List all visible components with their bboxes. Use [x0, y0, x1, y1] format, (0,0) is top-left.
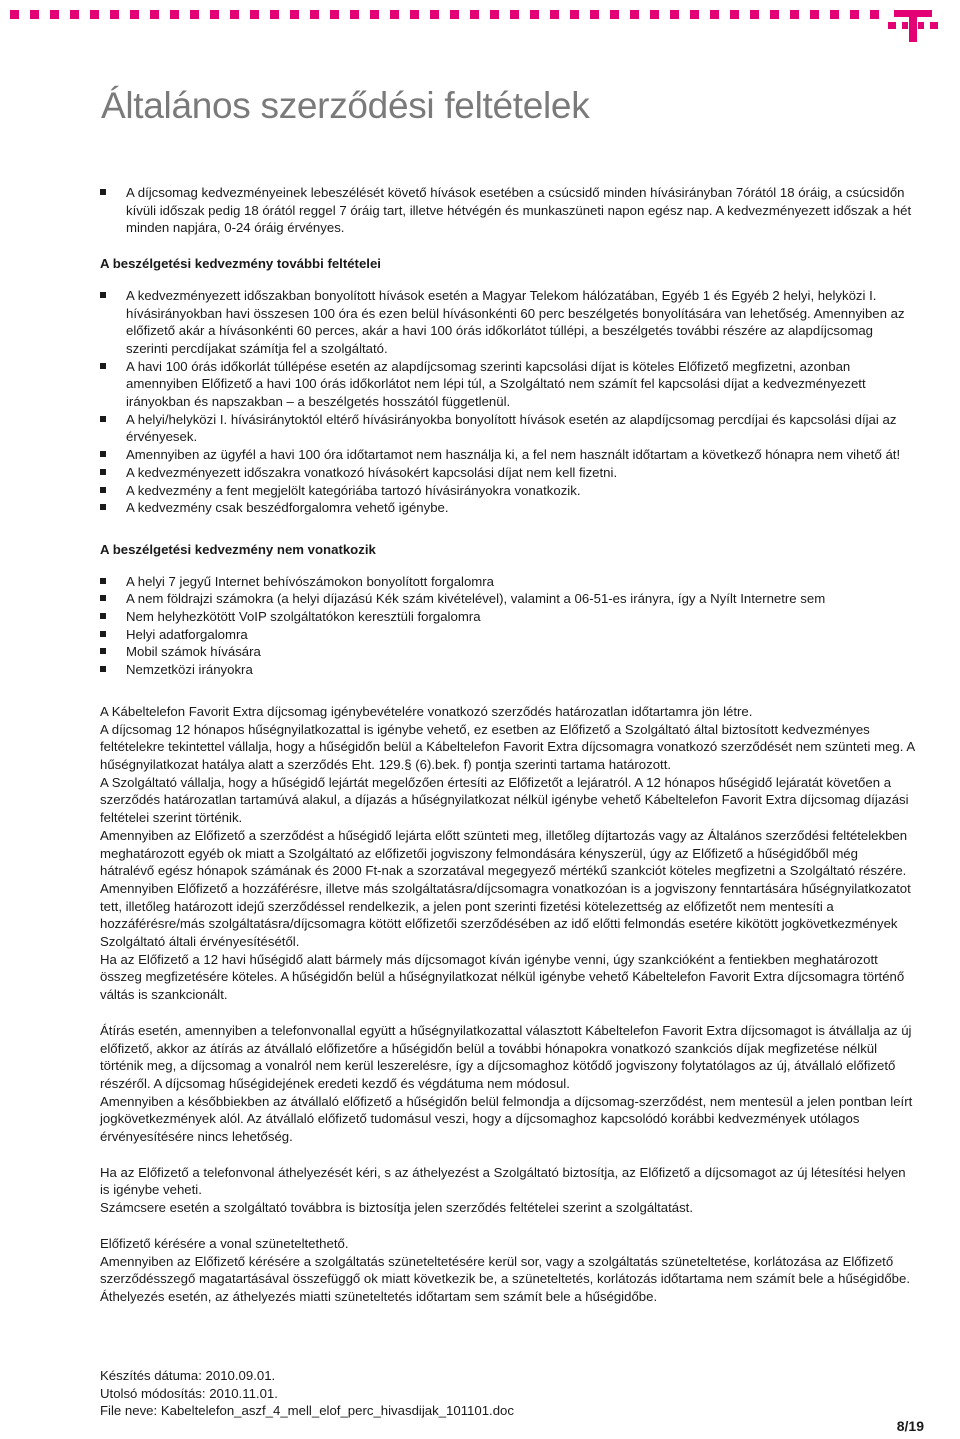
brand-dot [630, 10, 639, 19]
brand-dot [510, 10, 519, 19]
brand-dot [730, 10, 739, 19]
paragraph: Ha az Előfizető a telefonvonal áthelyezését kéri, s az áthelyezést a Szolgáltató biztosítja, az Előfizető a díjcsomagot az új létesítési helyen is igénybe veheti. [100, 1164, 906, 1198]
brand-dot [210, 10, 219, 19]
section-heading-conditions: A beszélgetési kedvezmény további feltételei [100, 256, 381, 272]
exclusion-bullet-item: Nemzetközi irányokra [100, 661, 915, 679]
condition-bullet-item: A kedvezményezett időszakra vonatkozó hívásokért kapcsolási díjat nem kell fizetni. [100, 464, 915, 482]
brand-dot [670, 10, 679, 19]
brand-dot [590, 10, 599, 19]
created-date: Készítés dátuma: 2010.09.01. [100, 1368, 276, 1383]
exclusion-bullet-item: Mobil számok hívására [100, 643, 915, 661]
condition-bullet-item: A helyi/helyközi I. hívásiránytoktól eltérő hívásirányokba bonyolított hívások esetén az alapdíjcsomag percdíjai és kapcsolási díjai az érvényesek. [100, 411, 915, 446]
brand-dot [150, 10, 159, 19]
exclusions-bullet-list [100, 573, 915, 679]
brand-dot [750, 10, 759, 19]
brand-dot [70, 10, 79, 19]
paragraph: Számcsere esetén a szolgáltató továbbra is biztosítja jelen szerződés feltételei szerint a szolgáltatást. [100, 1200, 694, 1216]
brand-dot [290, 10, 299, 19]
brand-dot [130, 10, 139, 19]
brand-dot [470, 10, 479, 19]
brand-dot [170, 10, 179, 19]
file-name: File neve: Kabeltelefon_aszf_4_mell_elof_perc_hivasdijak_101101.doc [100, 1403, 514, 1418]
brand-dot [410, 10, 419, 19]
paragraph: A Kábeltelefon Favorit Extra díjcsomag igénybevételére vonatkozó szerződés határozatlan időtartamra jön létre. [100, 703, 753, 719]
paragraph: Amennyiben Előfizető a hozzáférésre, illetve más szolgáltatásra/díjcsomagra vonatkozóan is a jogviszony fenntartására hűségnyilatkozatot tett, illetőleg határozott idejű szerződéssel rendelkezik, a jelen pont szerinti fizetési kötelezettség az előfizetőt nem mentesíti a hozzáférésre/más szolgáltatásra/díjcsomagra kötött előfizetői szerződésében az idő előtti felmondás esetére kikötött jogkövetkezmények Szolgáltató általi érvényesítésétől. [100, 880, 911, 950]
brand-dot [90, 10, 99, 19]
brand-dot [870, 10, 879, 19]
document-footer [100, 1367, 514, 1420]
brand-dot [450, 10, 459, 19]
conditions-bullet-list [100, 287, 915, 517]
condition-bullet-item: A kedvezmény csak beszédforgalomra vehető igénybe. [100, 499, 915, 517]
loyalty-paragraphs [100, 703, 915, 1004]
modified-date: Utolsó módosítás: 2010.11.01. [100, 1385, 278, 1401]
brand-dot [350, 10, 359, 19]
brand-dot [30, 10, 39, 19]
brand-dot [250, 10, 259, 19]
brand-dot [650, 10, 659, 19]
brand-dot [550, 10, 559, 19]
brand-dot [50, 10, 59, 19]
brand-dot [230, 10, 239, 19]
page-number: 8/19 [896, 1418, 924, 1434]
intro-bullet-list [100, 184, 915, 237]
brand-dot [530, 10, 539, 19]
brand-dot [490, 10, 499, 19]
paragraph: Ha az Előfizető a 12 havi hűségidő alatt bármely más díjcsomagot kíván igénybe venni, úgy szankcióként a fentiekben meghatározott összeg megfizetésére köteles. A hűségidőn belül a hűségnyilatkozat nélkül igénybe vehető Kábeltelefon Favorit Extra díjcsomagra történő váltás is szankcionált. [100, 951, 905, 1003]
transfer-paragraphs [100, 1022, 915, 1146]
brand-dot [690, 10, 699, 19]
brand-dot [390, 10, 399, 19]
brand-dot [270, 10, 279, 19]
brand-dot [570, 10, 579, 19]
brand-dot [710, 10, 719, 19]
paragraph: Amennyiben az Előfizető a szerződést a hűségidő lejárta előtt szünteti meg, illetőleg díjtartozás vagy az Általános szerződési feltételekben meghatározott egyéb ok miatt a Szolgáltató az előfizetői jogviszony felmondására kényszerül, úgy az Előfizető a hűségidőből még hátralévő egész hónapok számának és 2000 Ft-nak a szorzatával megegyező mértékű szankciót köteles megfizetni a Szolgáltató részére. [100, 827, 908, 879]
suspension-paragraphs [100, 1235, 915, 1306]
brand-dot [770, 10, 779, 19]
section-heading-exclusions: A beszélgetési kedvezmény nem vonatkozik [100, 541, 376, 557]
condition-bullet-item: A kedvezmény a fent megjelölt kategóriába tartozó hívásirányokra vonatkozik. [100, 482, 915, 500]
brand-dot [10, 10, 19, 19]
brand-dot [330, 10, 339, 19]
brand-dot-bar [0, 10, 880, 22]
condition-bullet-item: A havi 100 órás időkorlát túllépése esetén az alapdíjcsomag szerinti kapcsolási díjat is köteles Előfizető megfizetni, azonban amennyiben Előfizető a havi 100 órás időkorlátot nem lépi túl, a Szolgáltató nem számít fel kapcsolási díjat a kedvezményezett irányokban és napszakban – a beszélgetés hosszától függetlenül. [100, 358, 915, 411]
intro-bullet-item: A díjcsomag kedvezményeinek lebeszélését követő hívások esetében a csúcsidő minden hívásirányban 7órától 18 óráig, a csúcsidőn kívüli időszak pedig 18 órától reggel 7 óráig tart, illetve hétvégén és munkaszüneti napon egész nap. A kedvezményezett időszak a hét minden napjára, 0-24 óráig érvényes. [100, 184, 915, 237]
brand-dot [790, 10, 799, 19]
brand-dot [110, 10, 119, 19]
paragraph: Amennyiben az Előfizető kérésére a szolgáltatás szüneteltetésére kerül sor, vagy a szolgáltatás szüneteltetése, korlátozása az Előfizető szerződésszegő magatartásával összefüggő ok miatt következik be, a szüneteltetés, korlátozás időtartama nem számít bele a hűségidőbe. Áthelyezés esetén, az áthelyezés miatti szüneteltetés időtartam sem számít bele a hűségidőbe. [100, 1253, 911, 1304]
paragraph: A díjcsomag 12 hónapos hűségnyilatkozattal is igénybe vehető, ez esetben az Előfizető a Szolgáltató által biztosított kedvezményes feltételekre tekintettel vállalja, hogy a hűségidőn belül a Kábeltelefon Favorit Extra díjcsomagra vonatkozó szerződését nem szünteti meg. A hűségnyilatkozat hatálya alatt a szerződés Eht. 129.§ (6).bek. f) pontja szerinti tartama határozott. [100, 721, 915, 772]
paragraph: Amennyiben a későbbiekben az átvállaló előfizető a hűségidőn belül felmondja a díjcsomag-szerződést, nem mentesül a jelen pontban leírt jogkövetkezmények alól. Az átvállaló előfizető tudomásul veszi, hogy a díjcsomaghoz kapcsolódó korábbi kedvezmények utólagos érvényesítésére nincs lehetőség. [100, 1093, 913, 1145]
telekom-t-icon [888, 4, 938, 44]
exclusion-bullet-item: A helyi 7 jegyű Internet behívószámokon bonyolított forgalomra [100, 573, 915, 591]
exclusion-bullet-item: Helyi adatforgalomra [100, 626, 915, 644]
page-title: Általános szerződési feltételek [101, 85, 590, 126]
brand-dot [430, 10, 439, 19]
brand-dot [810, 10, 819, 19]
brand-dot [370, 10, 379, 19]
document-body [100, 184, 915, 1306]
paragraph: Átírás esetén, amennyiben a telefonvonallal együtt a hűségnyilatkozattal választott Kábeltelefon Favorit Extra díjcsomagot is átvállalja az új előfizető, akkor az átírás az átvállaló előfizetőre a hűségidőn belül a további hónapokra vonatkozó szankciós díjak megfizetése nélkül történik meg, a díjcsomag a vonalról nem kerül leszerelésre, így a díjcsomaghoz kötődő jogviszony folytatólagos az új, átvállaló előfizető részéről. A díjcsomag hűségidejének eredeti kezdő és végdátuma nem módosul. [100, 1022, 912, 1091]
brand-dot [190, 10, 199, 19]
brand-dot [850, 10, 859, 19]
condition-bullet-item: Amennyiben az ügyfél a havi 100 óra időtartamot nem használja ki, a fel nem használt időtartam a következő hónapra nem vihető át! [100, 446, 915, 464]
exclusion-bullet-item: Nem helyhezkötött VoIP szolgáltatókon keresztüli forgalomra [100, 608, 915, 626]
paragraph: A Szolgáltató vállalja, hogy a hűségidő lejártát megelőzően értesíti az Előfizetőt a lejáratról. A 12 hónapos hűségidő lejáratát követően a szerződés határozatlan tartamúvá alakul, a díjazás a hűségnyilatkozat nélkül igénybe vehető Kábeltelefon Favorit Extra díjcsomag díjazási feltételei szerint történik. [100, 774, 909, 826]
exclusion-bullet-item: A nem földrajzi számokra (a helyi díjazású Kék szám kivételével), valamint a 06-51-es irányra, így a Nyílt Internetre sem [100, 590, 915, 608]
paragraph: Előfizető kérésére a vonal szüneteltethető. [100, 1235, 349, 1251]
relocation-paragraphs [100, 1164, 915, 1217]
brand-dot [310, 10, 319, 19]
condition-bullet-item: A kedvezményezett időszakban bonyolított hívások esetén a Magyar Telekom hálózatában, Egyéb 1 és Egyéb 2 helyi, helyközi I. hívásirányokban havi összesen 100 óra és ezen belül hívásonkénti 60 perc beszélgetés bonyolítására van lehetőség. Amennyiben az előfizető akár a hívásonkénti 60 perces, akár a havi 100 órás időkorlátot túllépi, a beszélgetés további részére az alapdíjcsomag szerinti percdíjakat számítja fel a szolgáltató. [100, 287, 915, 358]
brand-dot [830, 10, 839, 19]
brand-dot [610, 10, 619, 19]
